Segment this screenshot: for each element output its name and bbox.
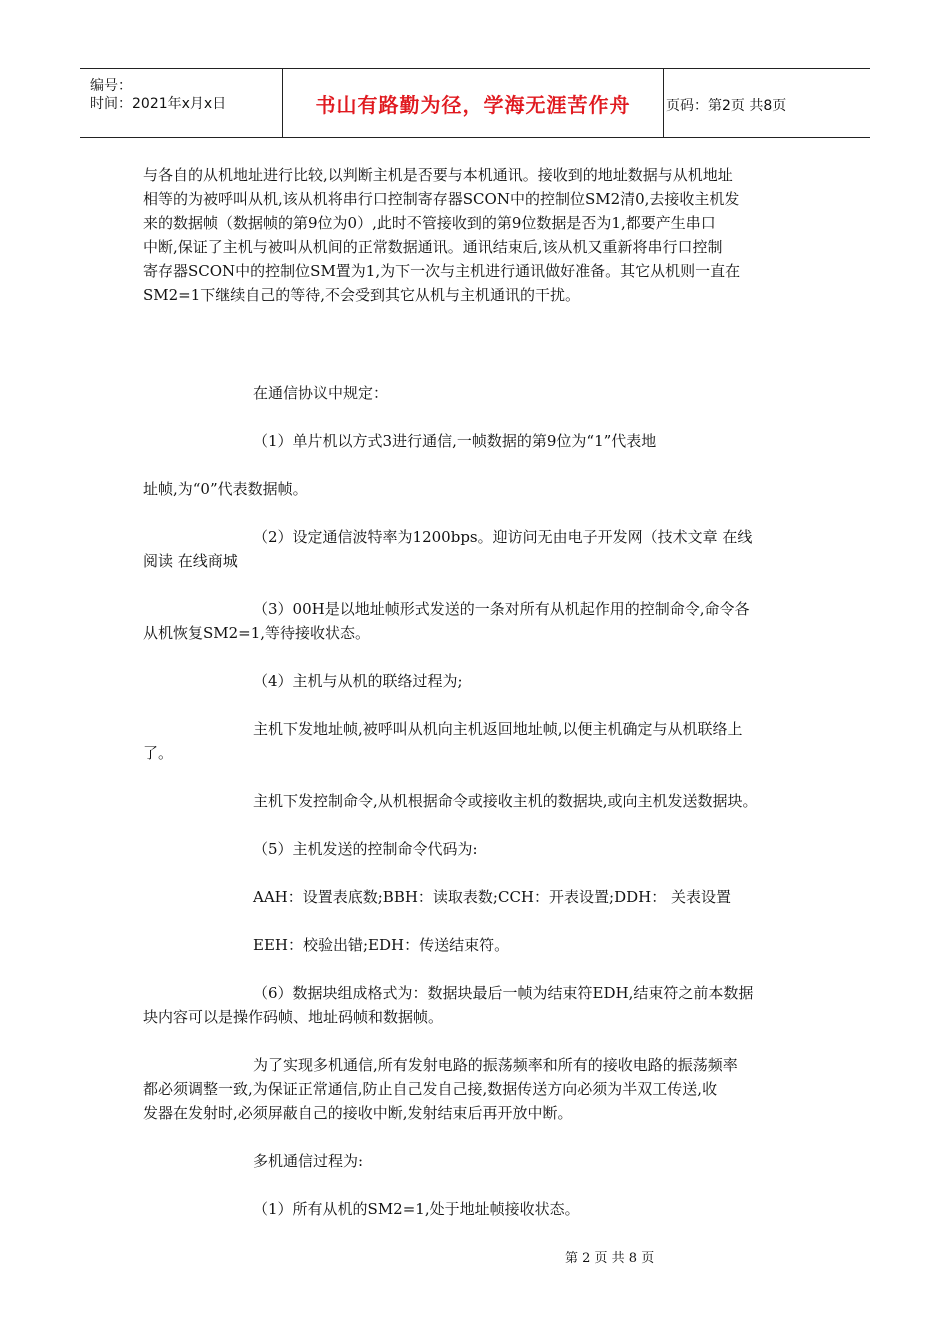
paragraph-line: 为了实现多机通信,所有发射电路的振荡频率和所有的接收电路的振荡频率 bbox=[253, 1056, 738, 1074]
protocol-item-3: （3）00H是以地址帧形式发送的一条对所有从机起作用的控制命令,命令各 bbox=[253, 600, 750, 618]
page-footer: 第 2 页 共 8 页 bbox=[565, 1251, 655, 1266]
protocol-item-2: （2）设定通信波特率为1200bps。迎访问无由电子开发网（技术文章 在线 bbox=[253, 528, 753, 546]
intro-line: 相等的为被呼叫从机,该从机将串行口控制寄存器SCON中的控制位SM2清0,去接收主机发 bbox=[143, 190, 740, 208]
protocol-item-1-cont: 址帧,为“0”代表数据帧。 bbox=[143, 480, 308, 498]
intro-line: 来的数据帧（数据帧的第9位为0）,此时不管接收到的第9位数据是否为1,都要产生串口 bbox=[143, 214, 716, 232]
protocol-title: 在通信协议中规定： bbox=[253, 384, 389, 402]
process-title: 多机通信过程为: bbox=[253, 1152, 364, 1170]
protocol-item-5: （5）主机发送的控制命令代码为: bbox=[253, 840, 478, 858]
intro-line: SM2=1下继续自己的等待,不会受到其它从机与主机通讯的干扰。 bbox=[143, 286, 581, 304]
time-label: 时间：2021年x月x日 bbox=[90, 96, 227, 112]
header-page-cell bbox=[664, 69, 870, 137]
intro-line: 中断,保证了主机与被叫从机间的正常数据通讯。通讯结束后,该从机又重新将串行口控制 bbox=[143, 238, 723, 256]
protocol-item-6-cont: 块内容可以是操作码帧、地址码帧和数据帧。 bbox=[143, 1008, 444, 1026]
header-info-cell bbox=[80, 69, 283, 137]
intro-line: 寄存器SCON中的控制位SM置为1,为下一次与主机进行通讯做好准备。其它从机则一直在 bbox=[143, 262, 741, 280]
command-codes-line: EEH：校验出错;EDH：传送结束符。 bbox=[253, 936, 510, 954]
contact-step-1: 主机下发地址帧,被呼叫从机向主机返回地址帧,以便主机确定与从机联络上 bbox=[253, 720, 743, 738]
protocol-item-3-cont: 从机恢复SM2=1,等待接收状态。 bbox=[143, 624, 371, 642]
protocol-item-1: （1）单片机以方式3进行通信,一帧数据的第9位为“1”代表地 bbox=[253, 432, 657, 450]
command-codes-line: AAH：设置表底数;BBH：读取表数;CCH：开表设置;DDH： 关表设置 bbox=[253, 888, 731, 906]
motto-text: 书山有路勤为径，学海无涯苦作舟 bbox=[315, 93, 631, 117]
intro-line: 与各自的从机地址进行比较,以判断主机是否要与本机通讯。接收到的地址数据与从机地址 bbox=[143, 166, 733, 184]
page-code-label: 页码：第2页 共8页 bbox=[666, 98, 787, 114]
page-header bbox=[80, 68, 870, 138]
paragraph-line: 都必须调整一致,为保证正常通信,防止自己发自己接,数据传送方向必须为半双工传送,收 bbox=[143, 1080, 718, 1098]
contact-step-2: 主机下发控制命令,从机根据命令或接收主机的数据块,或向主机发送数据块。 bbox=[253, 792, 758, 810]
contact-step-1-cont: 了。 bbox=[143, 744, 174, 762]
serial-number-label: 编号： bbox=[90, 78, 132, 94]
paragraph-line: 发器在发射时,必须屏蔽自己的接收中断,发射结束后再开放中断。 bbox=[143, 1104, 573, 1122]
process-step-1: （1）所有从机的SM2=1,处于地址帧接收状态。 bbox=[253, 1200, 580, 1218]
header-motto-cell bbox=[283, 69, 664, 137]
protocol-item-2-cont: 阅读 在线商城 bbox=[143, 552, 238, 570]
protocol-item-6: （6）数据块组成格式为：数据块最后一帧为结束符EDH,结束符之前本数据 bbox=[253, 984, 754, 1002]
protocol-item-4: （4）主机与从机的联络过程为; bbox=[253, 672, 463, 690]
